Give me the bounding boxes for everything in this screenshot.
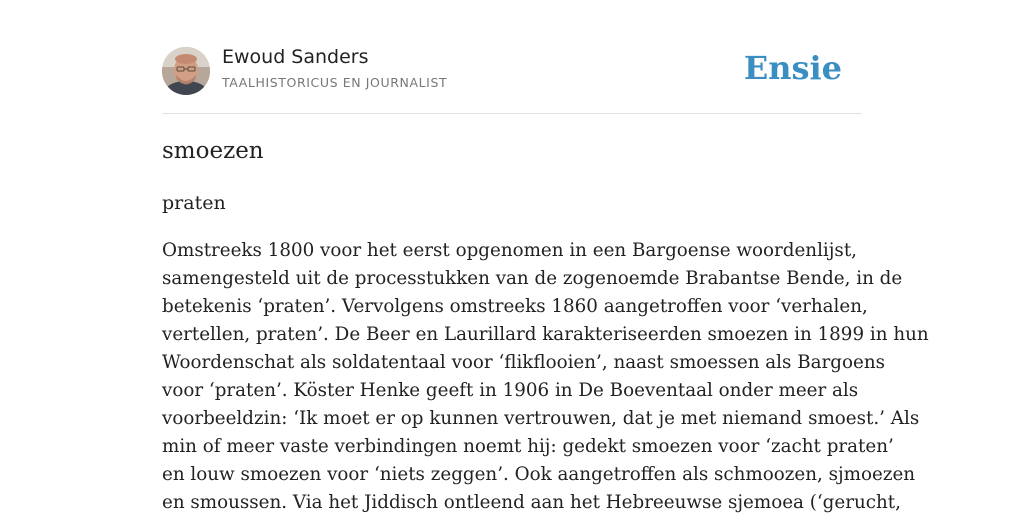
body-line: vertellen, praten’. De Beer en Laurillard karakteriseerden smoezen in 1899 in hun	[162, 324, 929, 345]
body-line: min of meer vaste verbindingen noemt hij: gedekt smoezen voor ‘zacht praten’	[162, 436, 894, 457]
entry-body	[162, 237, 929, 517]
header	[162, 0, 862, 114]
body-line: samengesteld uit de processtukken van de zogenoemde Brabantse Bende, in de	[162, 268, 903, 289]
brand-logo[interactable]: Ensie	[743, 49, 842, 87]
page	[162, 0, 929, 513]
author-role: TAALHISTORICUS EN JOURNALIST	[222, 75, 448, 90]
avatar-portrait-icon	[162, 47, 210, 95]
body-line: Omstreeks 1800 voor het eerst opgenomen in een Bargoense woordenlijst,	[162, 240, 857, 261]
avatar[interactable]	[162, 47, 210, 95]
body-line: en smoussen. Via het Jiddisch ontleend aan het Hebreeuwse sjemoea (‘gerucht,	[162, 492, 901, 513]
entry-definition: praten	[162, 192, 226, 214]
body-line: betekenis ‘praten’. Vervolgens omstreeks 1860 aangetroffen voor ‘verhalen,	[162, 296, 868, 317]
body-line: en louw smoezen voor ‘niets zeggen’. Ook aangetroffen als schmoozen, sjmoezen	[162, 464, 916, 485]
body-line: Woordenschat als soldatentaal voor ‘flikflooien’, naast smoessen als Bargoens	[162, 352, 885, 373]
body-line: voor ‘praten’. Köster Henke geeft in 1906 in De Boeventaal onder meer als	[162, 380, 859, 401]
author-name[interactable]: Ewoud Sanders	[222, 46, 369, 68]
entry-term: smoezen	[162, 138, 264, 164]
body-line: voorbeeldzin: ‘Ik moet er op kunnen vertrouwen, dat je met niemand smoest.’ Als	[162, 408, 920, 429]
